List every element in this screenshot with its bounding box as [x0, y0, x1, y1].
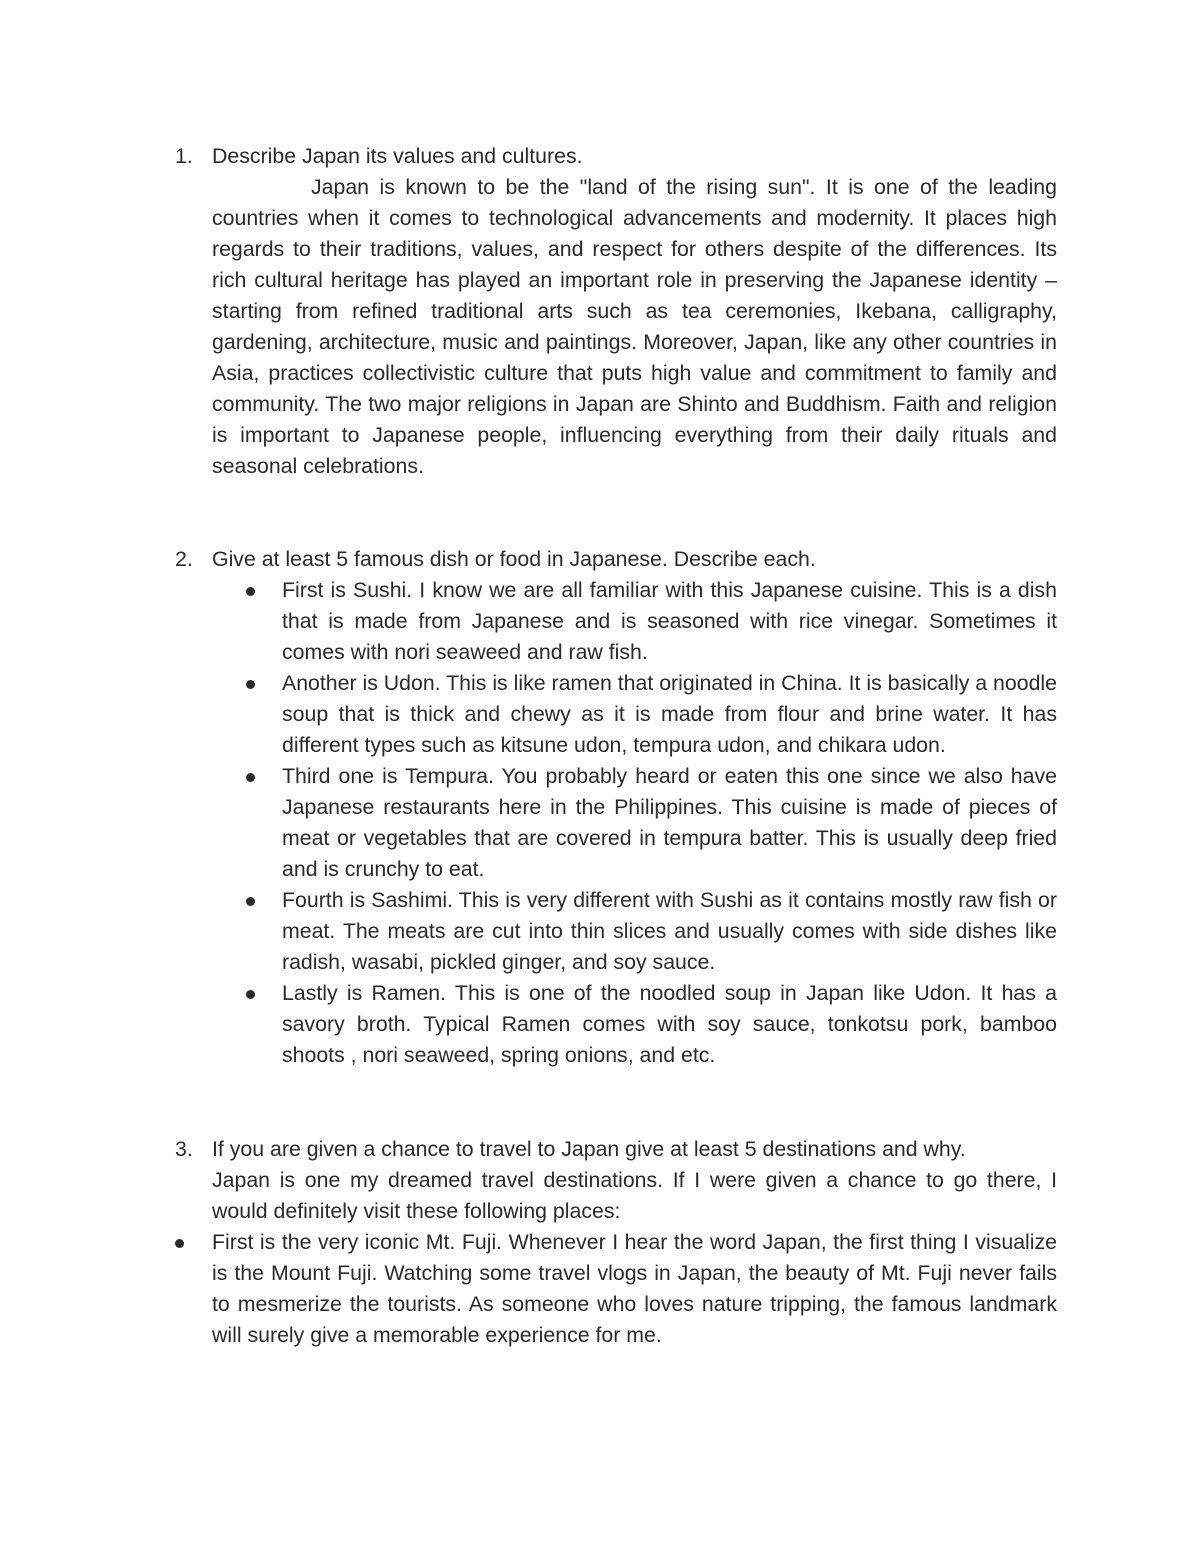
- list-item: [212, 1227, 1057, 1351]
- list-item: [282, 761, 1057, 885]
- question-1-number: 1.: [175, 144, 193, 168]
- bullet-icon: [246, 773, 255, 782]
- food-item-udon: Another is Udon. This is like ramen that originated in China. It is basically a noodle soup that is thick and chewy as it is made from flour and brine water. It has different types such as kitsune udon, tempura udon, and chikara udon.: [282, 671, 1057, 757]
- question-3-title: If you are given a chance to travel to Japan give at least 5 destinations and why.: [212, 1137, 966, 1161]
- food-item-sushi: First is Sushi. I know we are all familiar with this Japanese cuisine. This is a dish that is made from Japanese and is seasoned with rice vinegar. Sometimes it comes with nori seaweed and raw fish.: [282, 578, 1057, 664]
- question-2: [175, 544, 1057, 1071]
- bullet-icon: [175, 1239, 184, 1248]
- question-2-heading: [175, 544, 1057, 575]
- question-1-answer: Japan is known to be the "land of the rising sun". It is one of the leading countries when it comes to technological advancements and modernity. It places high regards to their traditions, values, and respect for others despite of the differences. Its rich cultural heritage has played an important role in preserving the Japanese identity – starting from refined traditional arts such as tea ceremonies, Ikebana, calligraphy, gardening, architecture, music and paintings. Moreover, Japan, like any other countries in Asia, practices collectivistic culture that puts high value and commitment to family and community. The two major religions in Japan are Shinto and Buddhism. Faith and religion is important to Japanese people, influencing everything from their daily rituals and seasonal celebrations.: [212, 175, 1057, 478]
- question-2-number: 2.: [175, 547, 193, 571]
- question-3-number: 3.: [175, 1137, 193, 1161]
- bullet-icon: [246, 680, 255, 689]
- question-2-title: Give at least 5 famous dish or food in Japanese. Describe each.: [212, 547, 816, 571]
- food-item-ramen: Lastly is Ramen. This is one of the noodled soup in Japan like Udon. It has a savory broth. Typical Ramen comes with soy sauce, tonkotsu pork, bamboo shoots , nori seaweed, spring onions, and etc.: [282, 981, 1057, 1067]
- question-1-heading: [175, 141, 1057, 172]
- food-item-tempura: Third one is Tempura. You probably heard or eaten this one since we also have Japanese restaurants here in the Philippines. This cuisine is made of pieces of meat or vegetables that are covered in tempura batter. This is usually deep fried and is crunchy to eat.: [282, 764, 1057, 881]
- question-3: [175, 1134, 1057, 1351]
- food-item-sashimi: Fourth is Sashimi. This is very different with Sushi as it contains mostly raw fish or meat. The meats are cut into thin slices and usually comes with side dishes like radish, wasabi, pickled ginger, and soy sauce.: [282, 888, 1057, 974]
- list-item: [282, 575, 1057, 668]
- bullet-icon: [246, 990, 255, 999]
- bullet-icon: [246, 587, 255, 596]
- food-list: [175, 575, 1057, 1071]
- question-3-heading: [175, 1134, 1057, 1165]
- bullet-icon: [246, 897, 255, 906]
- question-3-intro: Japan is one my dreamed travel destinations. If I were given a chance to go there, I would definitely visit these following places:: [212, 1168, 1057, 1223]
- list-item: [282, 885, 1057, 978]
- list-item: [282, 978, 1057, 1071]
- destination-list: [175, 1227, 1057, 1351]
- question-1: [175, 141, 1057, 482]
- list-item: [282, 668, 1057, 761]
- destination-item-mt-fuji: First is the very iconic Mt. Fuji. Whenever I hear the word Japan, the first thing I visualize is the Mount Fuji. Watching some travel vlogs in Japan, the beauty of Mt. Fuji never fails to mesmerize the tourists. As someone who loves nature tripping, the famous landmark will surely give a memorable experience for me.: [212, 1230, 1057, 1347]
- question-1-title: Describe Japan its values and cultures.: [212, 144, 583, 168]
